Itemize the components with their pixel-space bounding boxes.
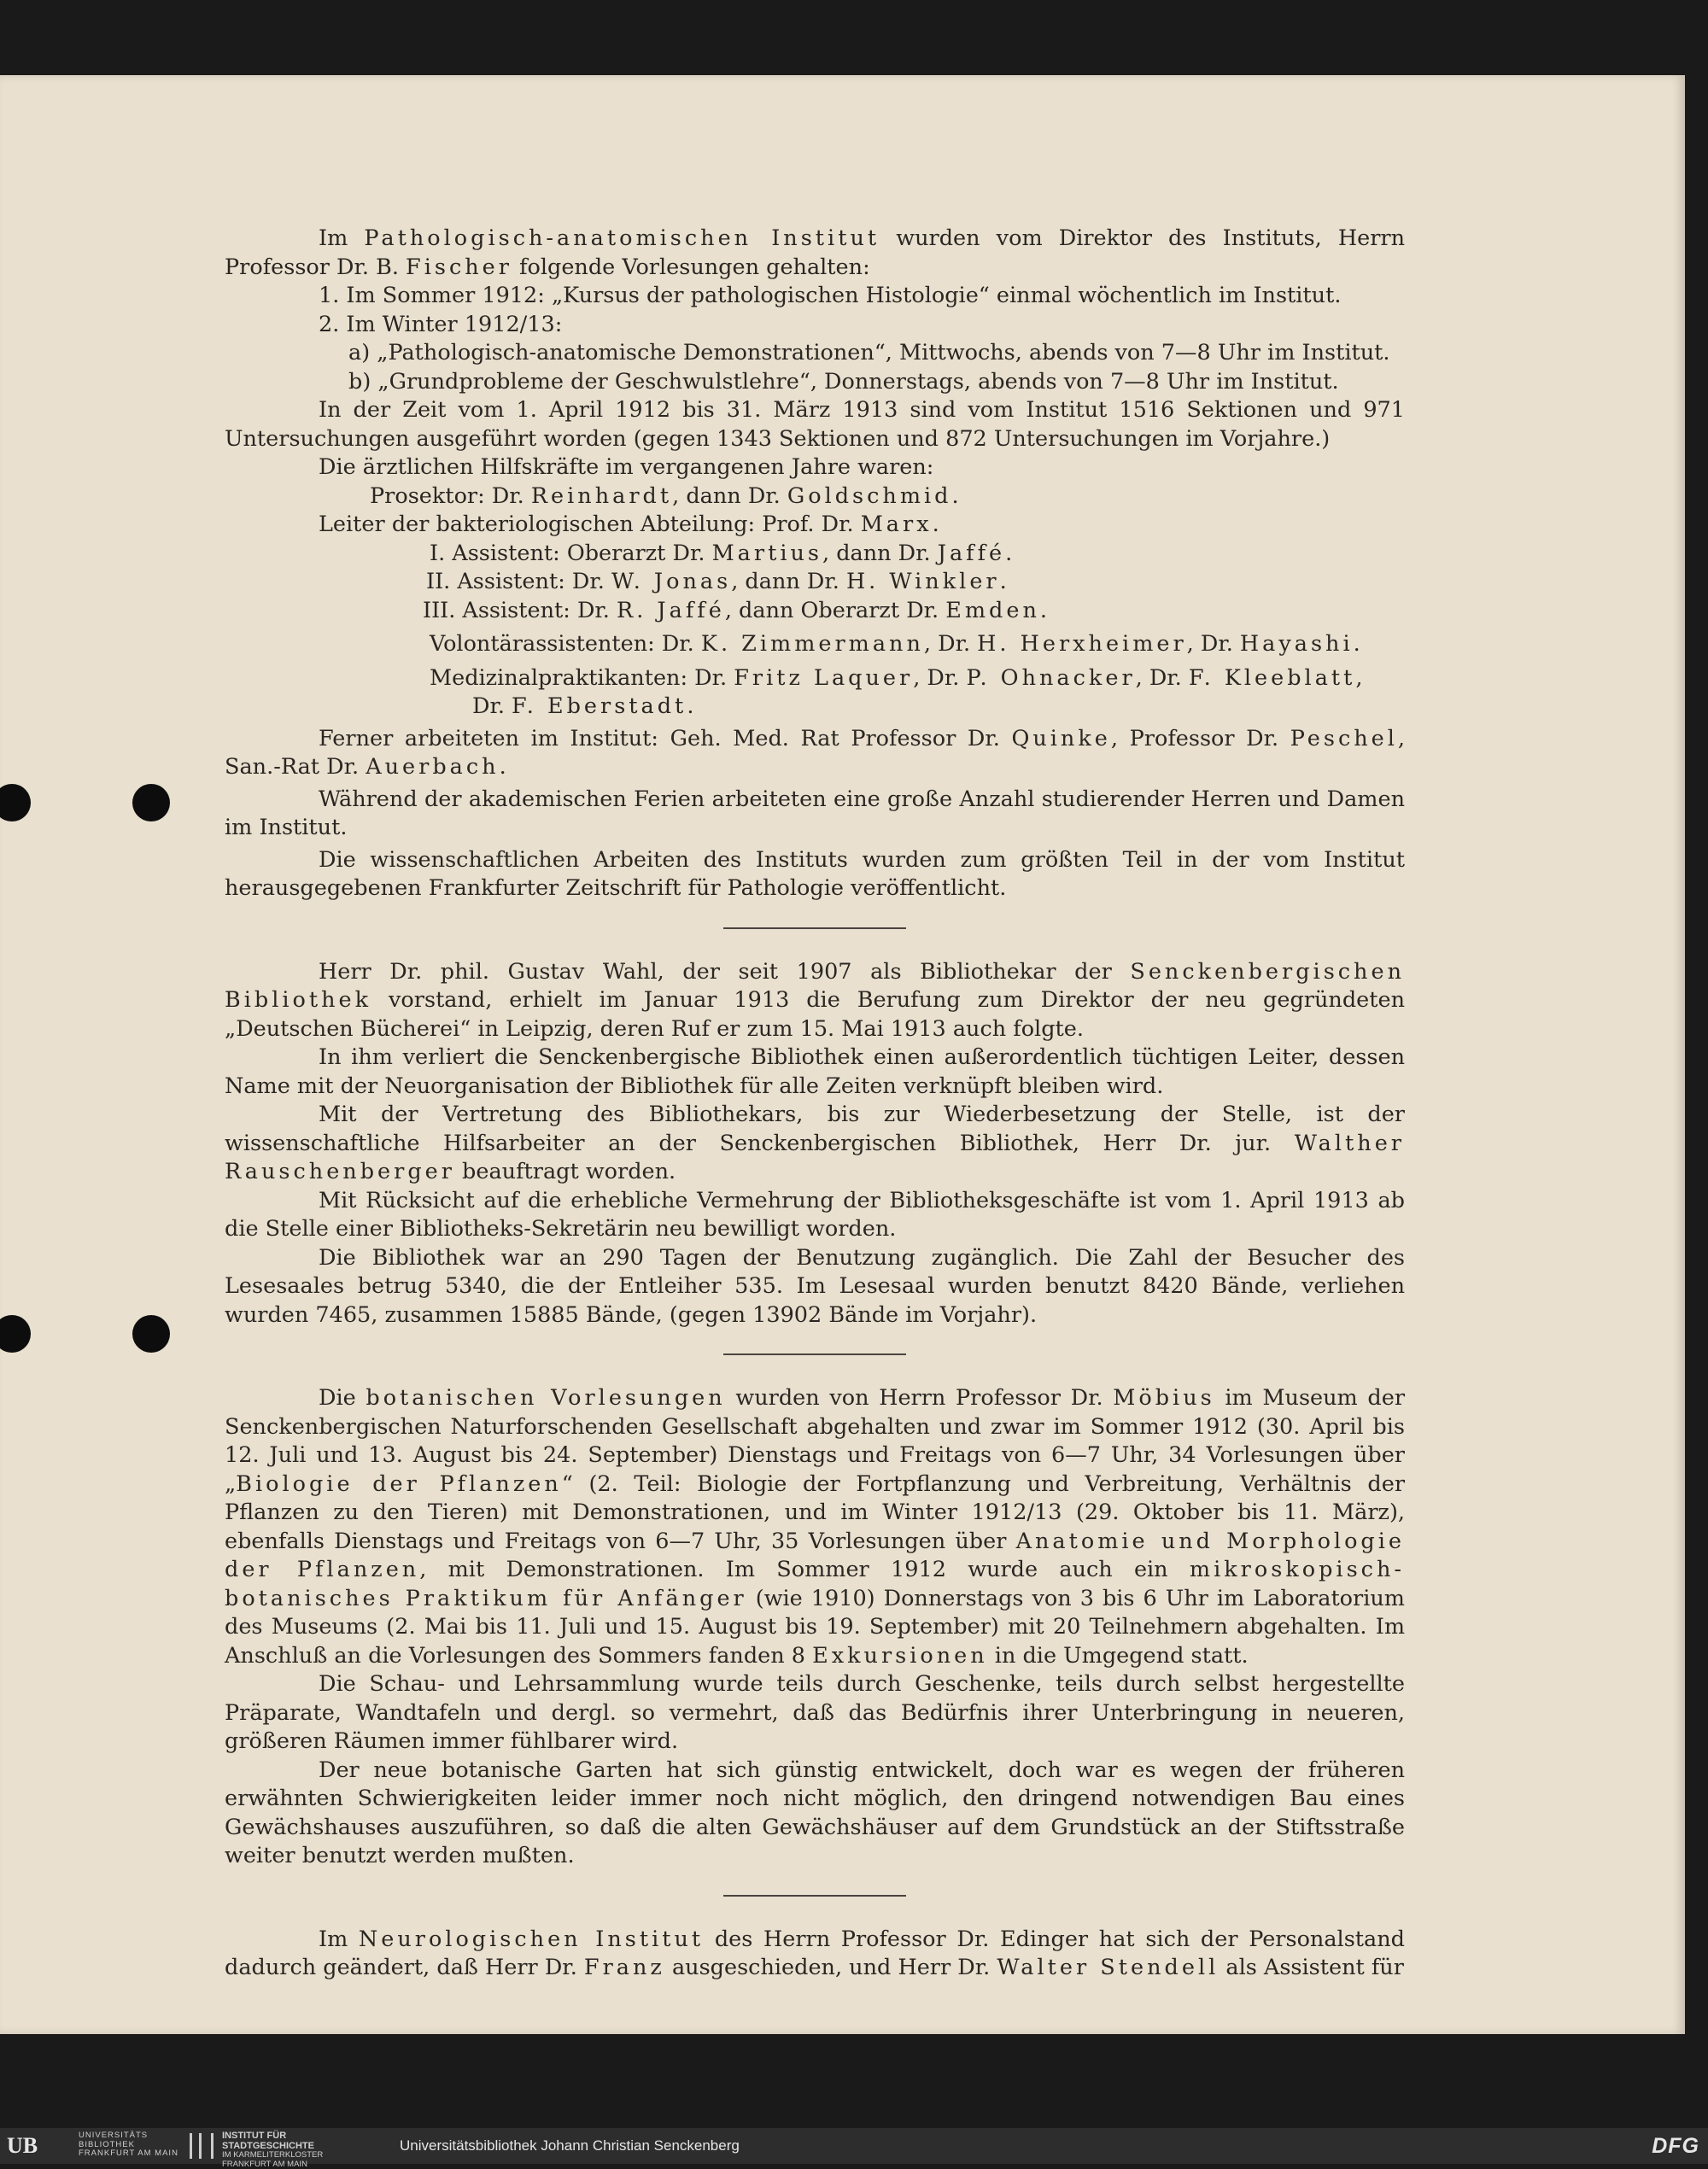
isg-logo-icon (190, 2133, 214, 2159)
ferner-paragraph: Ferner arbeiteten im Institut: Geh. Med. Rat Professor Dr. Quinke, Professor Dr. Peschel, San.-Rat Dr. Auerbach. (225, 725, 1405, 780)
dfg-logo: DFG (1652, 2134, 1699, 2158)
staff-assistant-2: II. Assistent: Dr. W. Jonas, dann Dr. H. Winkler. (426, 569, 1007, 594)
section-stats: In der Zeit vom 1. April 1912 bis 31. März 1913 sind vom Institut 1516 Sektionen und 971 Untersuchungen ausgeführt worden (gegen 1343 Sektionen und 872 Untersuchungen im Vorjahre.) (225, 397, 1405, 452)
punch-hole-1 (132, 784, 170, 821)
library-name: Universitätsbibliothek Johann Christian Senckenberg (400, 2137, 740, 2154)
staff-assistant-3: III. Assistent: Dr. R. Jaffé, dann Oberarzt Dr. Emden. (423, 597, 1048, 623)
neurology-paragraph: Im Neurologischen Institut des Herrn Professor Dr. Edinger hat sich der Personalstand dadurch geändert, daß Herr Dr. Franz ausgeschieden, und Herr Dr. Walter Stendell als Assistent für (225, 1926, 1405, 1980)
staff-leiter: Leiter der bakteriologischen Abteilung: Prof. Dr. Marx. (319, 512, 939, 537)
punch-hole-left-2 (0, 1315, 31, 1353)
arbeiten-paragraph: Die wissenschaftlichen Arbeiten des Instituts wurden zum größten Teil in der vom Institut herausgegebenen Frankfurter Zeitschrift für Pathologie veröffentlicht. (225, 846, 1405, 901)
section-divider-1 (723, 927, 906, 929)
punch-hole-2 (132, 1315, 170, 1353)
library-paragraph-2: In ihm verliert die Senckenbergische Bibliothek einen außerordentlich tüchtigen Leiter, dessen Name mit der Neuorganisation der Bibliothek für alle Zeiten verknüpft bleiben wird. (225, 1044, 1405, 1099)
pathology-intro: Im Pathologisch-anatomischen Institut wurden vom Direktor des Instituts, Herrn Professor Dr. B. Fischer folgende Vorlesungen gehalten: (225, 225, 1406, 280)
library-paragraph-1: Herr Dr. phil. Gustav Wahl, der seit 1907 als Bibliothekar der Senckenbergischen Bibliothek vorstand, erhielt im Januar 1913 die Berufung zum Direktor der neu gegründeten „Deutschen Bücherei“ in Leipzig, deren Ruf er zum 15. Mai 1913 auch folgte. (225, 958, 1405, 1042)
punch-hole-left-1 (0, 784, 31, 821)
botany-paragraph-3: Der neue botanische Garten hat sich günstig entwickelt, doch war es wegen der früheren erwähnten Schwierigkeiten leider immer noch nicht möglich, den dringend notwendigen Bau eines Gewächshauses auszuführen, so daß die alten Gewächshäuser auf dem Grundstück an der Stiftsstraße weiter benutzt werden mußten. (225, 1757, 1405, 1868)
lecture-item-2a: a) „Pathologisch-anatomische Demonstrationen“, Mittwochs, abends von 7—8 Uhr im Institut. (348, 340, 1390, 365)
library-paragraph-4: Mit Rücksicht auf die erhebliche Vermehrung der Bibliotheksgeschäfte ist vom 1. April 1913 ab die Stelle einer Bibliotheks-Sekretärin neu bewilligt worden. (225, 1187, 1405, 1242)
staff-intro: Die ärztlichen Hilfskräfte im vergangenen Jahre waren: (319, 454, 934, 480)
library-paragraph-3: Mit der Vertretung des Bibliothekars, bis zur Wiederbesetzung der Stelle, ist der wissenschaftliche Hilfsarbeiter an der Senckenbergischen Bibliothek, Herr Dr. jur. Walther Rauschenberger beauftragt worden. (225, 1102, 1405, 1184)
footer-bar (0, 2128, 1708, 2169)
section-divider-2 (723, 1353, 906, 1355)
lecture-item-2b: b) „Grundprobleme der Geschwulstlehre“, Donnerstags, abends von 7—8 Uhr im Institut. (348, 368, 1339, 395)
staff-medizinalpraktikanten: Medizinalpraktikanten: Dr. Fritz Laquer, Dr. P. Ohnacker, Dr. F. Kleeblatt, (430, 664, 1363, 691)
lecture-item-1: 1. Im Sommer 1912: „Kursus der pathologischen Histologie“ einmal wöchentlich im Institut. (319, 283, 1342, 308)
section-divider-3 (723, 1895, 906, 1897)
ferien-paragraph: Während der akademischen Ferien arbeiteten eine große Anzahl studierender Herren und Damen im Institut. (225, 786, 1405, 840)
botany-paragraph-2: Die Schau- und Lehrsammlung wurde teils durch Geschenke, teils durch selbst hergestellte Präparate, Wandtafeln und dergl. so vermehrt, daß das Bedürfnis ihrer Unterbringung in neueren, größeren Räumen immer fühlbarer wird. (225, 1671, 1405, 1754)
staff-prosektor: Prosektor: Dr. Reinhardt, dann Dr. Goldschmid. (370, 482, 959, 509)
document-text (225, 225, 1405, 1983)
staff-volontaer: Volontärassistenten: Dr. K. Zimmermann, Dr. H. Herxheimer, Dr. Hayashi. (430, 631, 1360, 657)
staff-medizinalpraktikanten-cont: Dr. F. Eberstadt. (472, 693, 694, 719)
ub-logo-text: UNIVERSITÄTS BIBLIOTHEK FRANKFURT AM MAIN (79, 2131, 178, 2158)
ub-logo: UB (7, 2133, 38, 2158)
botany-paragraph-1: Die botanischen Vorlesungen wurden von Herrn Professor Dr. Möbius im Museum der Senckenbergischen Naturforschenden Gesellschaft abgehalten und zwar im Sommer 1912 (30. April bis 12. Juli und 13. August bis 24. September) Dienstags und Freitags von 6—7 Uhr, 34 Vorlesungen über „Biologie der Pflanzen“ (2. Teil: Biologie der Fortpflanzung und Verbreitung, Verhältnis der Pflanzen zu den Tieren) mit Demonstrationen, und im Winter 1912/13 (29. Oktober bis 11. März), ebenfalls Dienstags und Freitags von 6—7 Uhr, 35 Vorlesungen über Anatomie und Morphologie der Pflanzen, mit Demonstrationen. Im Sommer 1912 wurde auch ein mikroskopisch-botanisches Praktikum für Anfänger (wie 1910) Donnerstags von 3 bis 6 Uhr im Laboratorium des Museums (2. Mai bis 11. Juli und 15. August bis 19. September) mit 20 Teilnehmern abgehalten. Im Anschluß an die Vorlesungen des Sommers fanden 8 Exkursionen in die Umgegend statt. (225, 1385, 1406, 1669)
isg-logo-text: INSTITUT FÜR STADTGESCHICHTE IM KARMELITERKLOSTER FRANKFURT AM MAIN (222, 2131, 324, 2169)
lecture-item-2: 2. Im Winter 1912/13: (319, 311, 563, 337)
library-paragraph-5: Die Bibliothek war an 290 Tagen der Benutzung zugänglich. Die Zahl der Besucher des Lesesaales betrug 5340, die der Entleiher 535. Im Lesesaal wurden benutzt 8420 Bände, verliehen wurden 7465, zusammen 15885 Bände, (gegen 13902 Bände im Vorjahr). (225, 1244, 1405, 1328)
staff-assistant-1: I. Assistent: Oberarzt Dr. Martius, dann Dr. Jaffé. (430, 540, 1013, 566)
